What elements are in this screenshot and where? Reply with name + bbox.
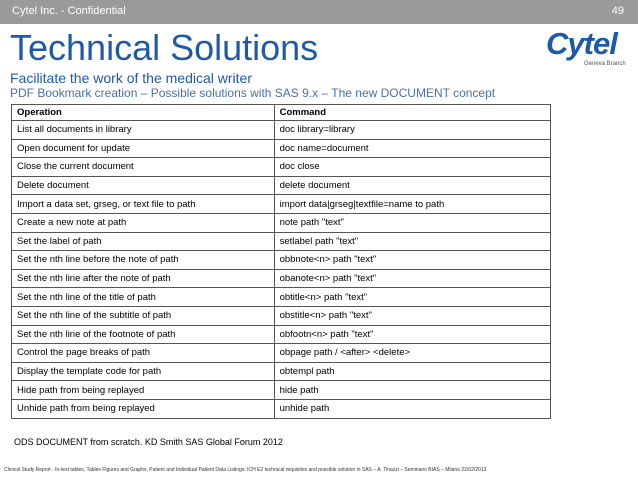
operation-cell: Unhide path from being replayed xyxy=(12,399,275,418)
command-cell: doc close xyxy=(274,158,550,177)
cytel-logo xyxy=(546,28,630,72)
table-row xyxy=(12,306,551,325)
subtitle-secondary: PDF Bookmark creation – Possible solutions with SAS 9.x – The new DOCUMENT concept xyxy=(10,86,496,100)
table-row xyxy=(12,213,551,232)
command-cell: setlabel path "text" xyxy=(274,232,550,251)
table-row xyxy=(12,288,551,307)
command-cell: obstitle<n> path "text" xyxy=(274,306,550,325)
command-cell: unhide path xyxy=(274,399,550,418)
table-row xyxy=(12,232,551,251)
command-cell: delete document xyxy=(274,176,550,195)
operation-cell: Delete document xyxy=(12,176,275,195)
table-row xyxy=(12,381,551,400)
table-row xyxy=(12,139,551,158)
header-command: Command xyxy=(274,105,550,121)
operation-cell: Set the nth line before the note of path xyxy=(12,251,275,270)
operation-cell: Close the current document xyxy=(12,158,275,177)
command-cell: obanote<n> path "text" xyxy=(274,269,550,288)
operation-cell: Set the nth line of the title of path xyxy=(12,288,275,307)
command-cell: obtempl path xyxy=(274,362,550,381)
table-row xyxy=(12,399,551,418)
command-cell: doc library=library xyxy=(274,121,550,140)
table-row xyxy=(12,251,551,270)
slide-title: Technical Solutions xyxy=(10,27,319,68)
table-header-row xyxy=(12,105,551,121)
operation-cell: Import a data set, grseg, or text file to path xyxy=(12,195,275,214)
operation-cell: Set the nth line of the subtitle of path xyxy=(12,306,275,325)
table-row xyxy=(12,158,551,177)
command-cell: note path "text" xyxy=(274,213,550,232)
command-cell: import data|grseg|textfile=name to path xyxy=(274,195,550,214)
table-row xyxy=(12,176,551,195)
table-body xyxy=(12,121,551,419)
subtitle-primary: Facilitate the work of the medical writer xyxy=(10,70,252,86)
operation-cell: Control the page breaks of path xyxy=(12,344,275,363)
operation-cell: Open document for update xyxy=(12,139,275,158)
logo-word: Cytel xyxy=(546,26,617,61)
footer-text: Clinical Study Report - In-text tables, Tables Figures and Graphs, Patient and Individual Patient Data Listings: ICH E3 technical requisites and possible solution in SAS – A. Tinazzi – Seminario BIAS – Milano 22/02/2013 xyxy=(4,467,487,473)
operation-cell: List all documents in library xyxy=(12,121,275,140)
operation-cell: Set the nth line of the footnote of path xyxy=(12,325,275,344)
table-row xyxy=(12,195,551,214)
table-row xyxy=(12,325,551,344)
top-bar xyxy=(0,0,638,24)
operation-cell: Create a new note at path xyxy=(12,213,275,232)
command-cell: obtitle<n> path "text" xyxy=(274,288,550,307)
page-number: 49 xyxy=(611,5,624,17)
operation-cell: Set the nth line after the note of path xyxy=(12,269,275,288)
command-cell: obfootn<n> path "text" xyxy=(274,325,550,344)
table-row xyxy=(12,344,551,363)
table-row xyxy=(12,121,551,140)
command-cell: obbnote<n> path "text" xyxy=(274,251,550,270)
command-cell: obpage path / <after> <delete> xyxy=(274,344,550,363)
logo-subtitle: Geneva Branch xyxy=(584,61,626,67)
source-note: ODS DOCUMENT from scratch. KD Smith SAS Global Forum 2012 xyxy=(14,437,283,447)
operation-cell: Display the template code for path xyxy=(12,362,275,381)
operation-cell: Set the label of path xyxy=(12,232,275,251)
operation-cell: Hide path from being replayed xyxy=(12,381,275,400)
confidential-label: Cytel Inc. - Confidential xyxy=(12,5,126,17)
command-cell: hide path xyxy=(274,381,550,400)
table-row xyxy=(12,362,551,381)
table-row xyxy=(12,269,551,288)
header-operation: Operation xyxy=(12,105,275,121)
command-cell: doc name=document xyxy=(274,139,550,158)
operations-table xyxy=(11,104,551,419)
